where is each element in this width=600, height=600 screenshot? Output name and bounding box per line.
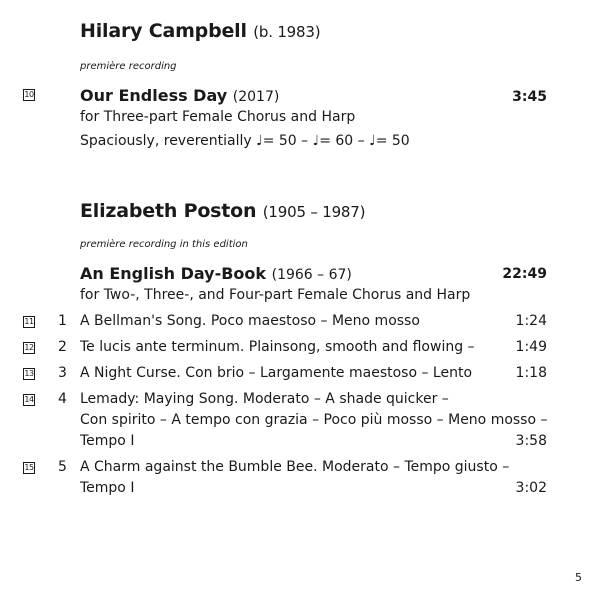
movement-title: A Charm against the Bumble Bee. Moderato – Tempo giusto – [80,459,510,475]
work-title-text: An English Day-Book [80,264,267,283]
movement-duration: 1:24 [515,313,547,329]
movement-title-continued: Tempo I [80,480,135,496]
work-year: (1966 – 67) [271,267,352,283]
work-scoring: for Three-part Female Chorus and Harp [80,109,356,125]
movement-duration: 1:49 [515,339,547,355]
work-title [80,86,279,105]
composer-name-text: Elizabeth Poston [80,200,257,222]
work-tempo: Spaciously, reverentially ♩= 50 – ♩= 60 – ♩= 50 [80,133,410,149]
work-duration: 22:49 [502,266,547,282]
track-number: 14 [24,395,34,404]
recording-note: première recording in this edition [80,239,248,250]
track-number: 12 [24,343,34,352]
movement-duration: 3:02 [515,480,547,496]
movement-number: 5 [58,459,67,475]
composer-name [80,20,320,42]
composer-name-text: Hilary Campbell [80,20,247,42]
movement-duration: 1:18 [515,365,547,381]
work-year: (2017) [232,89,280,105]
track-number: 15 [24,463,34,472]
movement-title-continued: Tempo I [80,433,135,449]
movement-duration: 3:58 [515,433,547,449]
composer-name [80,200,365,222]
movement-title: A Bellman's Song. Poco maestoso – Meno mosso [80,313,420,329]
movement-number: 4 [58,391,67,407]
track-number: 13 [24,369,34,378]
work-scoring: for Two-, Three-, and Four-part Female Chorus and Harp [80,287,471,303]
movement-title: Lemady: Maying Song. Moderato – A shade quicker – [80,391,449,407]
page-number: 5 [575,571,582,584]
track-number: 10 [24,90,34,99]
composer-dates: (1905 – 1987) [262,203,366,221]
track-number: 11 [24,317,34,326]
movement-title: Te lucis ante terminum. Plainsong, smooth and flowing – [80,339,475,355]
movement-number: 3 [58,365,67,381]
movement-title-continued: Con spirito – A tempo con grazia – Poco più mosso – Meno mosso – [80,412,548,428]
composer-dates: (b. 1983) [253,23,321,41]
work-title [80,264,352,283]
movement-number: 2 [58,339,67,355]
movement-number: 1 [58,313,67,329]
work-duration: 3:45 [512,89,547,105]
movement-title: A Night Curse. Con brio – Largamente maestoso – Lento [80,365,473,381]
work-title-text: Our Endless Day [80,86,228,105]
recording-note: première recording [80,61,177,72]
